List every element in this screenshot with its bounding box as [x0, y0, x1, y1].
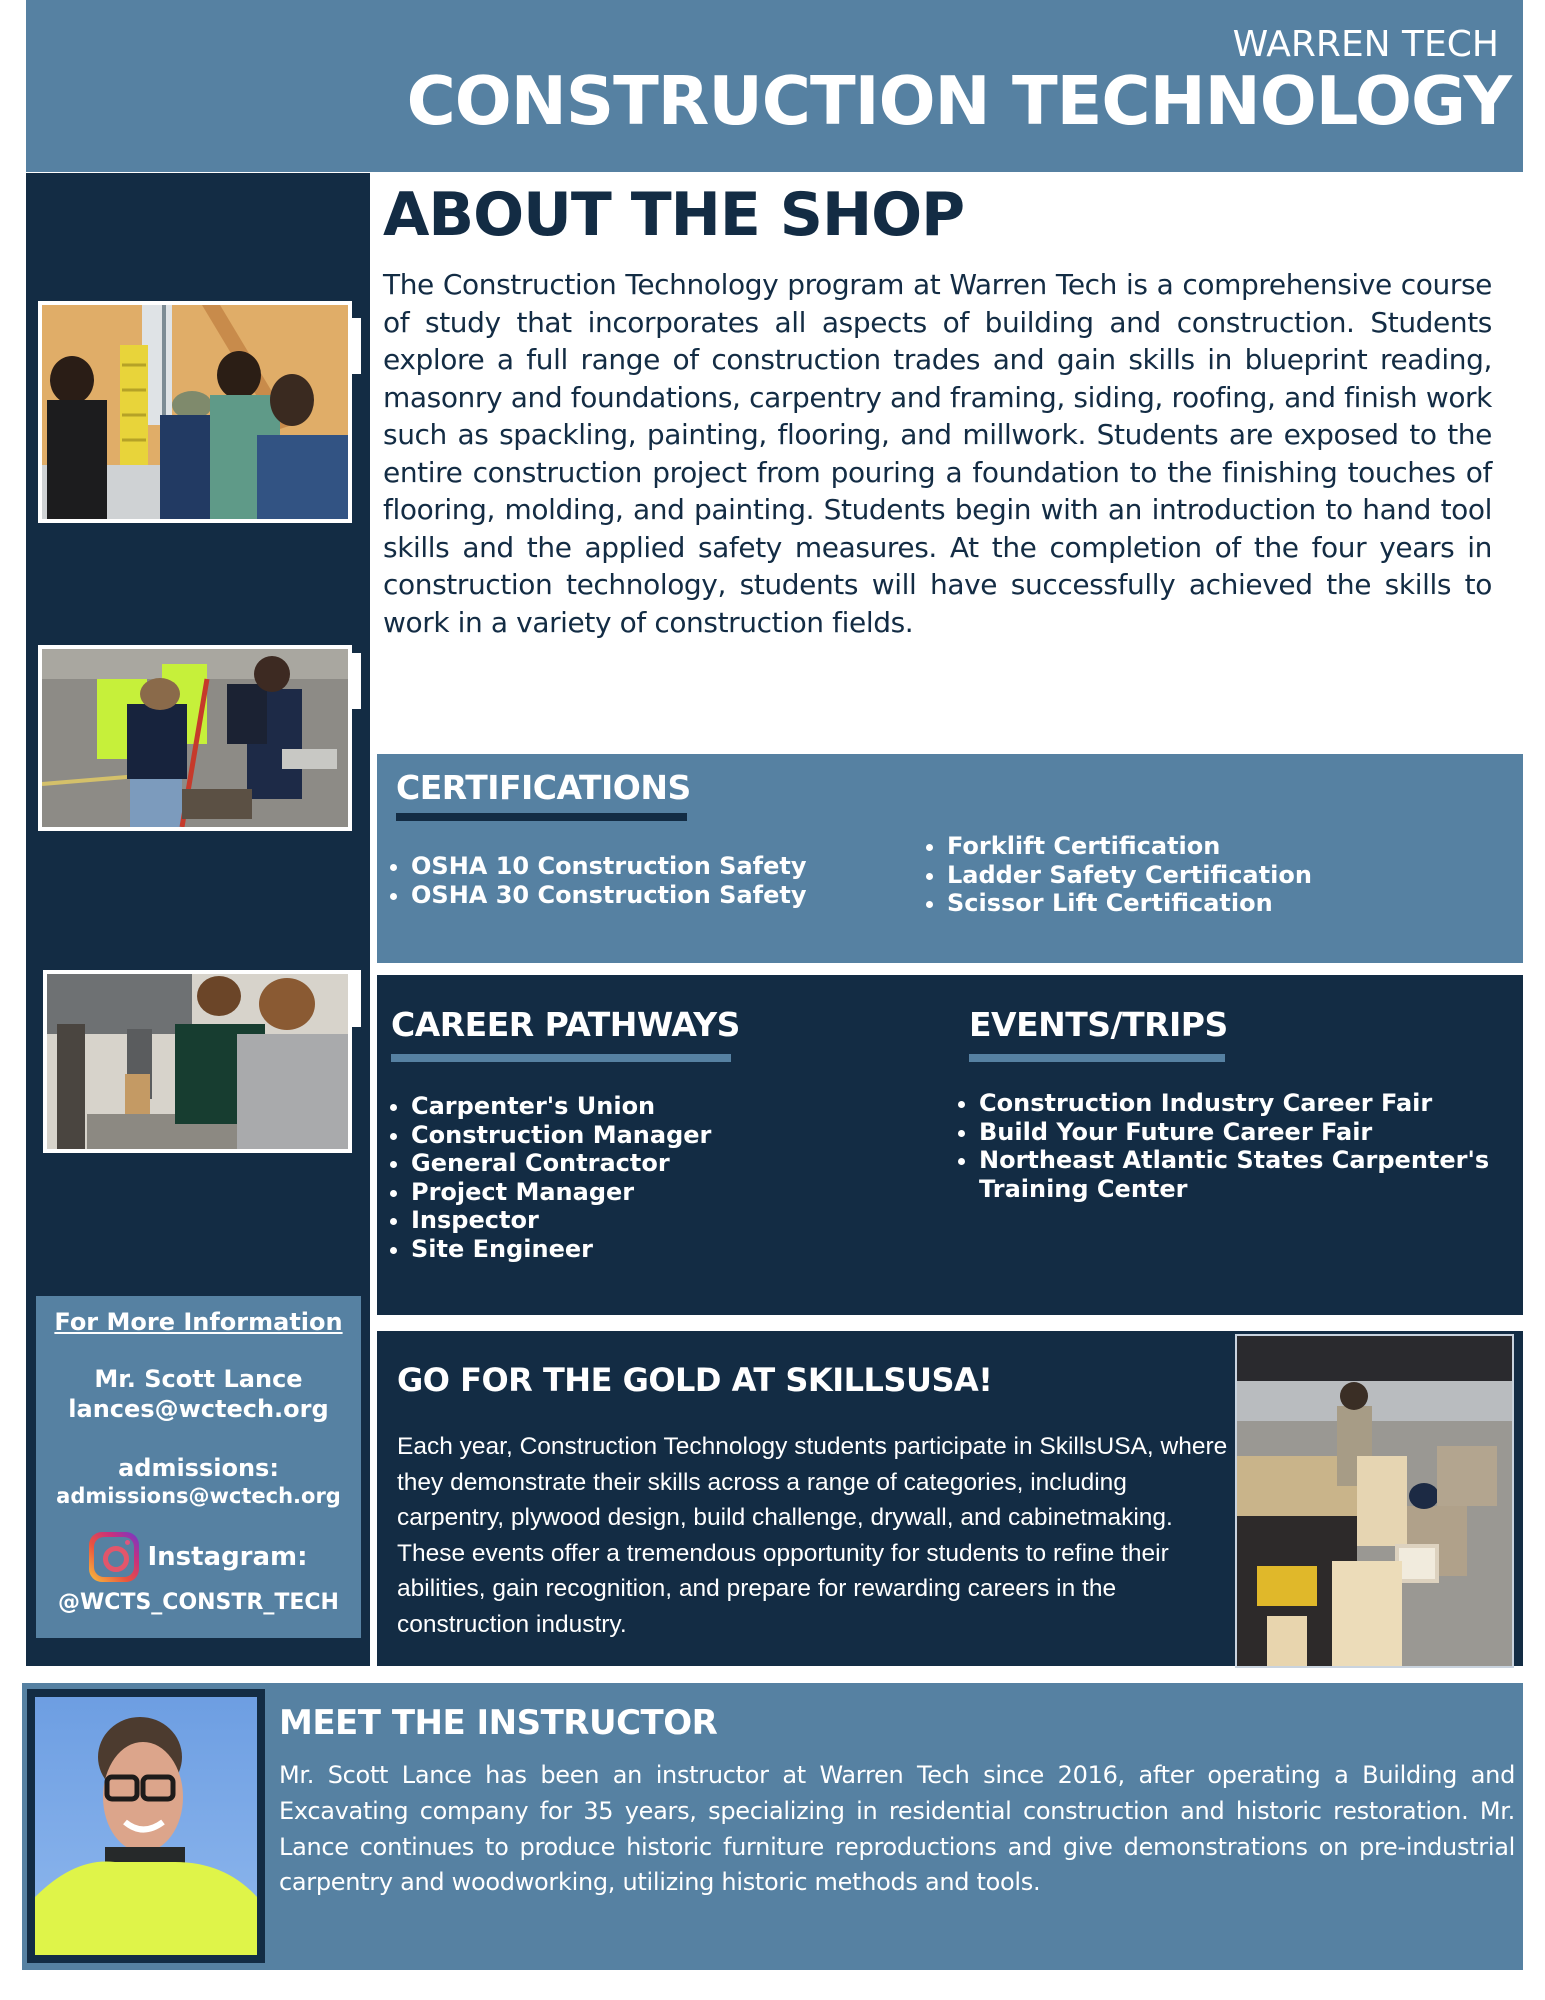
about-text: The Construction Technology program at Warren Tech is a comprehensive course of study that incorporates all aspects of building and construction. Students explore a full range of construction trades and gain skills in blueprint reading, masonry and foundations, carpentry and framing, siding, roofing, and finish work such as spackling, painting, flooring, and millwork. Students are exposed to the entire construction project from pouring a foundation to the finishing touches of flooring, molding, and painting. Students begin with an introduction to hand tool skills and the applied safety measures. At the completion of the four years in construction technology, students will have successfully achieved the skills to work in a variety of construction fields. — [383, 268, 1492, 639]
list-item: • Forklift Certification — [947, 832, 1312, 861]
list-item: • General Contractor — [411, 1149, 711, 1178]
instructor-section — [22, 1683, 1523, 1970]
events-title: EVENTS/TRIPS — [969, 1005, 1228, 1044]
instructor-photo-frame — [27, 1689, 265, 1963]
admissions-email-link[interactable]: admissions@wctech.org — [56, 1484, 341, 1508]
instructor-photo — [35, 1697, 257, 1955]
contact-info-box — [36, 1296, 361, 1638]
skillsusa-section — [377, 1331, 1523, 1666]
instructor-text: Mr. Scott Lance has been an instructor at Warren Tech since 2016, after operating a Building and Excavating company for 35 years, specializing in residential construction and historic restoration. Mr. Lance continues to produce historic furniture reproductions and give demonstrations on pre-industrial carpentry and woodworking, utilizing historic methods and tools. — [279, 1761, 1515, 1897]
list-item: • Build Your Future Career Fair — [979, 1118, 1521, 1147]
certifications-list-right — [915, 832, 1312, 918]
masonry-image — [42, 649, 348, 827]
drill-press-image — [47, 974, 348, 1149]
events-underline — [969, 1054, 1225, 1062]
skillsusa-title: GO FOR THE GOLD AT SKILLSUSA! — [397, 1361, 993, 1399]
list-item: • OSHA 10 Construction Safety — [411, 852, 807, 881]
events-list — [947, 1089, 1521, 1203]
sidebar — [26, 173, 370, 1666]
masonry-photo — [42, 649, 348, 827]
list-item: • Northeast Atlantic States Carpenter's Training Center — [979, 1146, 1521, 1203]
list-item: • Site Engineer — [411, 1235, 711, 1264]
contact-title: For More Information — [54, 1308, 343, 1336]
about-title: ABOUT THE SHOP — [383, 180, 965, 250]
career-pathways-title: CAREER PATHWAYS — [391, 1005, 740, 1044]
contact-email-link[interactable]: lances@wctech.org — [68, 1395, 329, 1423]
career-events-section — [377, 975, 1523, 1315]
instructor-title: MEET THE INSTRUCTOR — [279, 1703, 718, 1743]
instagram-handle-link[interactable]: @WCTS_CONSTR_TECH — [58, 1590, 339, 1615]
skillsusa-image — [1237, 1336, 1512, 1666]
instagram-icon — [89, 1532, 139, 1582]
instructor-portrait-image — [35, 1697, 257, 1955]
shop-interior-photo — [42, 305, 348, 519]
list-item: • Construction Industry Career Fair — [979, 1089, 1521, 1118]
shop-interior-image — [42, 305, 348, 519]
list-item: • Ladder Safety Certification — [947, 861, 1312, 890]
school-name: WARREN TECH — [1232, 24, 1499, 65]
list-item: • OSHA 30 Construction Safety — [411, 881, 807, 910]
certifications-section — [377, 754, 1523, 963]
list-item: • Carpenter's Union — [411, 1092, 711, 1121]
career-pathways-list — [379, 1092, 711, 1263]
certifications-title: CERTIFICATIONS — [396, 768, 691, 807]
admissions-label: admissions: — [118, 1454, 279, 1482]
photo-frame — [38, 301, 352, 523]
instagram-row — [36, 1532, 361, 1582]
drill-press-photo — [47, 974, 348, 1149]
photo-frame — [38, 645, 352, 831]
list-item: • Project Manager — [411, 1178, 711, 1207]
contact-name: Mr. Scott Lance — [94, 1365, 303, 1393]
list-item: • Construction Manager — [411, 1121, 711, 1150]
header-banner — [26, 0, 1523, 172]
photo-frame — [43, 970, 352, 1153]
skillsusa-text: Each year, Construction Technology students participate in SkillsUSA, where they demonstrate their skills across a range of categories, including carpentry, plywood design, build challenge, drywall, and cabinetmaking. These events offer a tremendous opportunity for students to refine their abilities, gain recognition, and prepare for rewarding careers in the construction industry. — [397, 1433, 1228, 1638]
certifications-underline — [396, 813, 687, 821]
skillsusa-photo — [1235, 1334, 1514, 1668]
career-pathways-underline — [391, 1054, 731, 1062]
instagram-label: Instagram: — [147, 1542, 308, 1572]
program-title: CONSTRUCTION TECHNOLOGY — [406, 62, 1511, 140]
list-item: • Inspector — [411, 1206, 711, 1235]
list-item: • Scissor Lift Certification — [947, 889, 1312, 918]
certifications-list-left — [379, 852, 807, 909]
